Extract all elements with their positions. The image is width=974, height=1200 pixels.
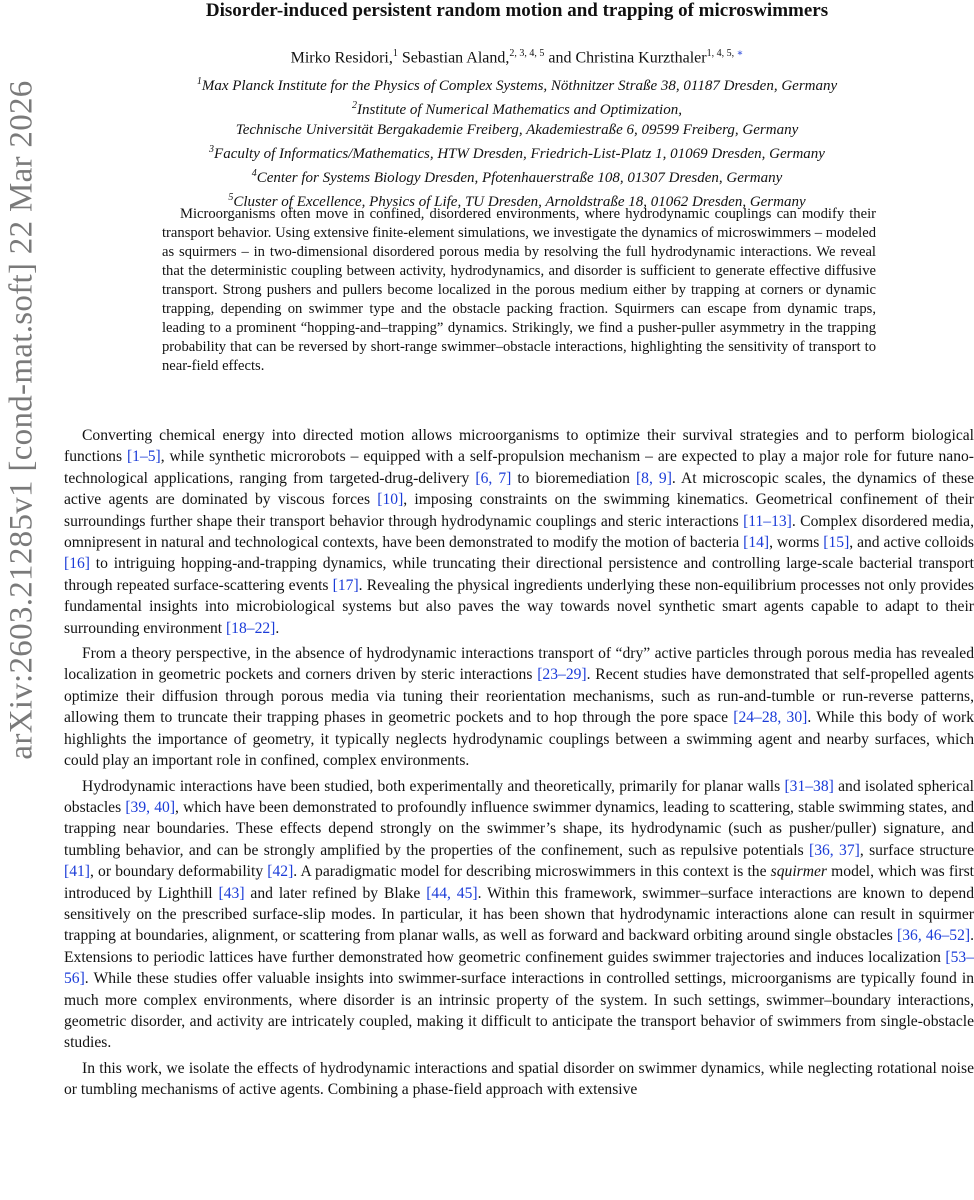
- citation-link[interactable]: [36, 46–52]: [897, 927, 971, 945]
- paragraph: In this work, we isolate the effects of hydrodynamic interactions and spatial disorder on swimmer dynamics, while neglecting rotational noise or tumbling mechanisms of active agents. Combining a phase-field approach with extensive: [64, 1059, 974, 1099]
- author-affiliation-marks: 1, 4, 5, ∗: [706, 48, 744, 59]
- affiliation-text: Cluster of Excellence, Physics of Life, TU Dresden, Arnoldstraße 18, 01062 Dresden, Germany: [233, 194, 806, 210]
- citation-link[interactable]: [15]: [823, 534, 850, 552]
- affiliation-line: [60, 140, 974, 164]
- citation-link[interactable]: [11–13]: [743, 512, 792, 530]
- affiliation-text: Center for Systems Biology Dresden, Pfotenhauerstraße 108, 01307 Dresden, Germany: [256, 170, 783, 186]
- affiliation-text: Faculty of Informatics/Mathematics, HTW Dresden, Friedrich-List-Platz 1, 01069 Dresden, Germany: [214, 146, 825, 162]
- affiliation-line: [60, 164, 974, 188]
- affiliation-text: Institute of Numerical Mathematics and Optimization,: [357, 102, 682, 118]
- affiliation-line: [60, 120, 974, 140]
- citation-link[interactable]: [42]: [267, 863, 294, 881]
- arxiv-identifier: arXiv:2603.21285v1 [cond-mat.soft] 22 Mar 2026: [3, 80, 40, 760]
- citation-link[interactable]: [8, 9]: [635, 469, 672, 487]
- body-text: [64, 425, 974, 1105]
- citation-link[interactable]: [36, 37]: [809, 841, 860, 859]
- affiliation-number: 4: [251, 168, 257, 179]
- corresponding-author-link[interactable]: ∗: [736, 48, 744, 59]
- arxiv-sidebar: [0, 80, 44, 760]
- paper-title: Disorder-induced persistent random motion and trapping of microswimmers: [205, 0, 829, 21]
- author-affiliation-marks: 1: [392, 48, 398, 59]
- emphasized-term: squirmer: [770, 863, 827, 881]
- citation-link[interactable]: [17]: [332, 576, 359, 594]
- citation-link[interactable]: [23–29]: [537, 666, 587, 684]
- affiliation-text: Max Planck Institute for the Physics of Complex Systems, Nöthnitzer Straße 38, 01187 Dresden, Germany: [201, 78, 838, 94]
- citation-link[interactable]: [39, 40]: [125, 798, 176, 816]
- citation-link[interactable]: [6, 7]: [475, 469, 512, 487]
- affiliation-number: 3: [209, 144, 215, 155]
- citation-link[interactable]: [43]: [218, 884, 245, 902]
- paragraph: From a theory perspective, in the absence of hydrodynamic interactions transport of “dry” active particles through porous media has revealed localization in geometric pockets and corners driven by steric interactions [23–29]. Recent studies have demonstrated that self-propelled agents optimize their diffusion through porous media via tuning their reorientation mechanisms, such as run-and-tumble or run-reverse patterns, allowing them to truncate their trapping phases in geometric pockets and to hop through the pore space [24–28, 30]. While this body of work highlights the importance of geometry, it typically neglects hydrodynamic couplings between a swimming agent and nearby surfaces, which could play an important role in confined, complex environments.: [64, 645, 974, 770]
- citation-link[interactable]: [24–28, 30]: [733, 709, 808, 727]
- citation-link[interactable]: [10]: [377, 491, 404, 509]
- citation-link[interactable]: [18–22]: [225, 619, 276, 637]
- affiliation-number: 5: [228, 192, 234, 203]
- author-name: Sebastian Aland,: [401, 49, 510, 67]
- affiliation-line: [60, 96, 974, 120]
- abstract: Microorganisms often move in confined, disordered environments, where hydrodynamic couplings can modify their transport behavior. Using extensive finite-element simulations, we investigate the dynamics of microswimmers – modeled as squirmers – in two-dimensional disordered porous media by resolving the full hydrodynamic interactions. We reveal that the deterministic coupling between activity, hydrodynamics, and disorder is sufficient to generate effective diffusive transport. Strong pushers and pullers become localized in the porous medium either by trapping at corners or dynamic trapping, depending on swimmer type and the obstacle packing fraction. Squirmers can escape from dynamic traps, leading to a prominent “hopping-and–trapping” dynamics. Strikingly, we find a pusher-puller asymmetry in the trapping probability that can be reversed by short-range swimmer–obstacle interactions, highlighting the sensitivity of transport to near-field effects.: [162, 206, 876, 374]
- author-list: Mirko Residori,$^1$ Sebastian Aland,$^{2, 3, 4, 5}$ and Christina Kurzthaler$^{1, 4, 5, ∗}$: [290, 48, 744, 67]
- affiliation-text: Technische Universität Bergakademie Freiberg, Akademiestraße 6, 09599 Freiberg, Germany: [235, 122, 799, 138]
- citation-link[interactable]: [44, 45]: [426, 884, 478, 902]
- affiliation-line: [60, 72, 974, 96]
- citation-link[interactable]: [16]: [64, 555, 90, 573]
- author-name: Christina Kurzthaler: [575, 49, 707, 67]
- paragraph: Converting chemical energy into directed motion allows microorganisms to optimize their survival strategies and to perform biological functions [1–5], while synthetic microrobots – equipped with a self-propulsion mechanism – are expected to play a major role for future nano-technological applications, ranging from targeted-drug-delivery [6, 7] to bioremediation [8, 9]. At microscopic scales, the dynamics of these active agents are dominated by viscous forces [10], imposing constraints on the swimming kinematics. Geometrical confinement of their surroundings further shape their transport behavior through hydrodynamic couplings and steric interactions [11–13]. Complex disordered media, omnipresent in natural and technological contexts, have been demonstrated to modify the motion of bacteria [14], worms [15], and active colloids [16] to intriguing hopping-and-trapping dynamics, while truncating their directional persistence and controlling large-scale bacterial transport through repeated surface-scattering events [17]. Revealing the physical ingredients underlying these non-equilibrium processes not only provides fundamental insights into microbiological systems but also paves the way towards novel synthetic smart agents capable to adapt to their surrounding environment [18–22].: [64, 427, 974, 637]
- affiliation-list: [60, 72, 974, 212]
- affiliation-number: 2: [352, 100, 357, 111]
- citation-link[interactable]: [31–38]: [784, 777, 834, 795]
- citation-link[interactable]: [14]: [743, 534, 770, 552]
- citation-link[interactable]: [41]: [64, 863, 90, 881]
- citation-link[interactable]: [1–5]: [126, 448, 161, 466]
- paragraph: Hydrodynamic interactions have been studied, both experimentally and theoretically, primarily for planar walls [31–38] and isolated spherical obstacles [39, 40], which have been demonstrated to profoundly influence swimmer dynamics, leading to scattering, stable swimming states, and trapping near boundaries. These effects depend strongly on the swimmer’s shape, its hydrodynamic (such as pusher/puller) signature, and tumbling behavior, and can be strongly amplified by the properties of the confinement, such as repulsive potentials [36, 37], surface structure [41], or boundary deformability [42]. A paradigmatic model for describing microswimmers in this context is the squirmer model, which was first introduced by Lighthill [43] and later refined by Blake [44, 45]. Within this framework, swimmer–surface interactions are known to depend sensitively on the prescribed surface-slip modes. In particular, it has been shown that hydrodynamic interactions alone can result in squirmer trapping at boundaries, alignment, or scattering from planar walls, as well as forward and backward orbiting around single obstacles [36, 46–52]. Extensions to periodic lattices have further demonstrated how geometric confinement guides swimmer trajectories and induces localization [53–56]. While these studies offer valuable insights into swimmer-surface interactions in controlled settings, microorganisms are typically found in much more complex environments, where disorder is an intrinsic property of the system. In such settings, swimmer–boundary interactions, geometric disorder, and activity are intricately coupled, making it difficult to anticipate the transport behavior of swimmers from single-obstacle studies.: [64, 777, 974, 1052]
- citation-link[interactable]: [53–56]: [64, 948, 974, 988]
- author-name: Mirko Residori,: [290, 49, 393, 67]
- affiliation-number: 1: [196, 76, 202, 87]
- author-affiliation-marks: 2, 3, 4, 5: [509, 48, 545, 59]
